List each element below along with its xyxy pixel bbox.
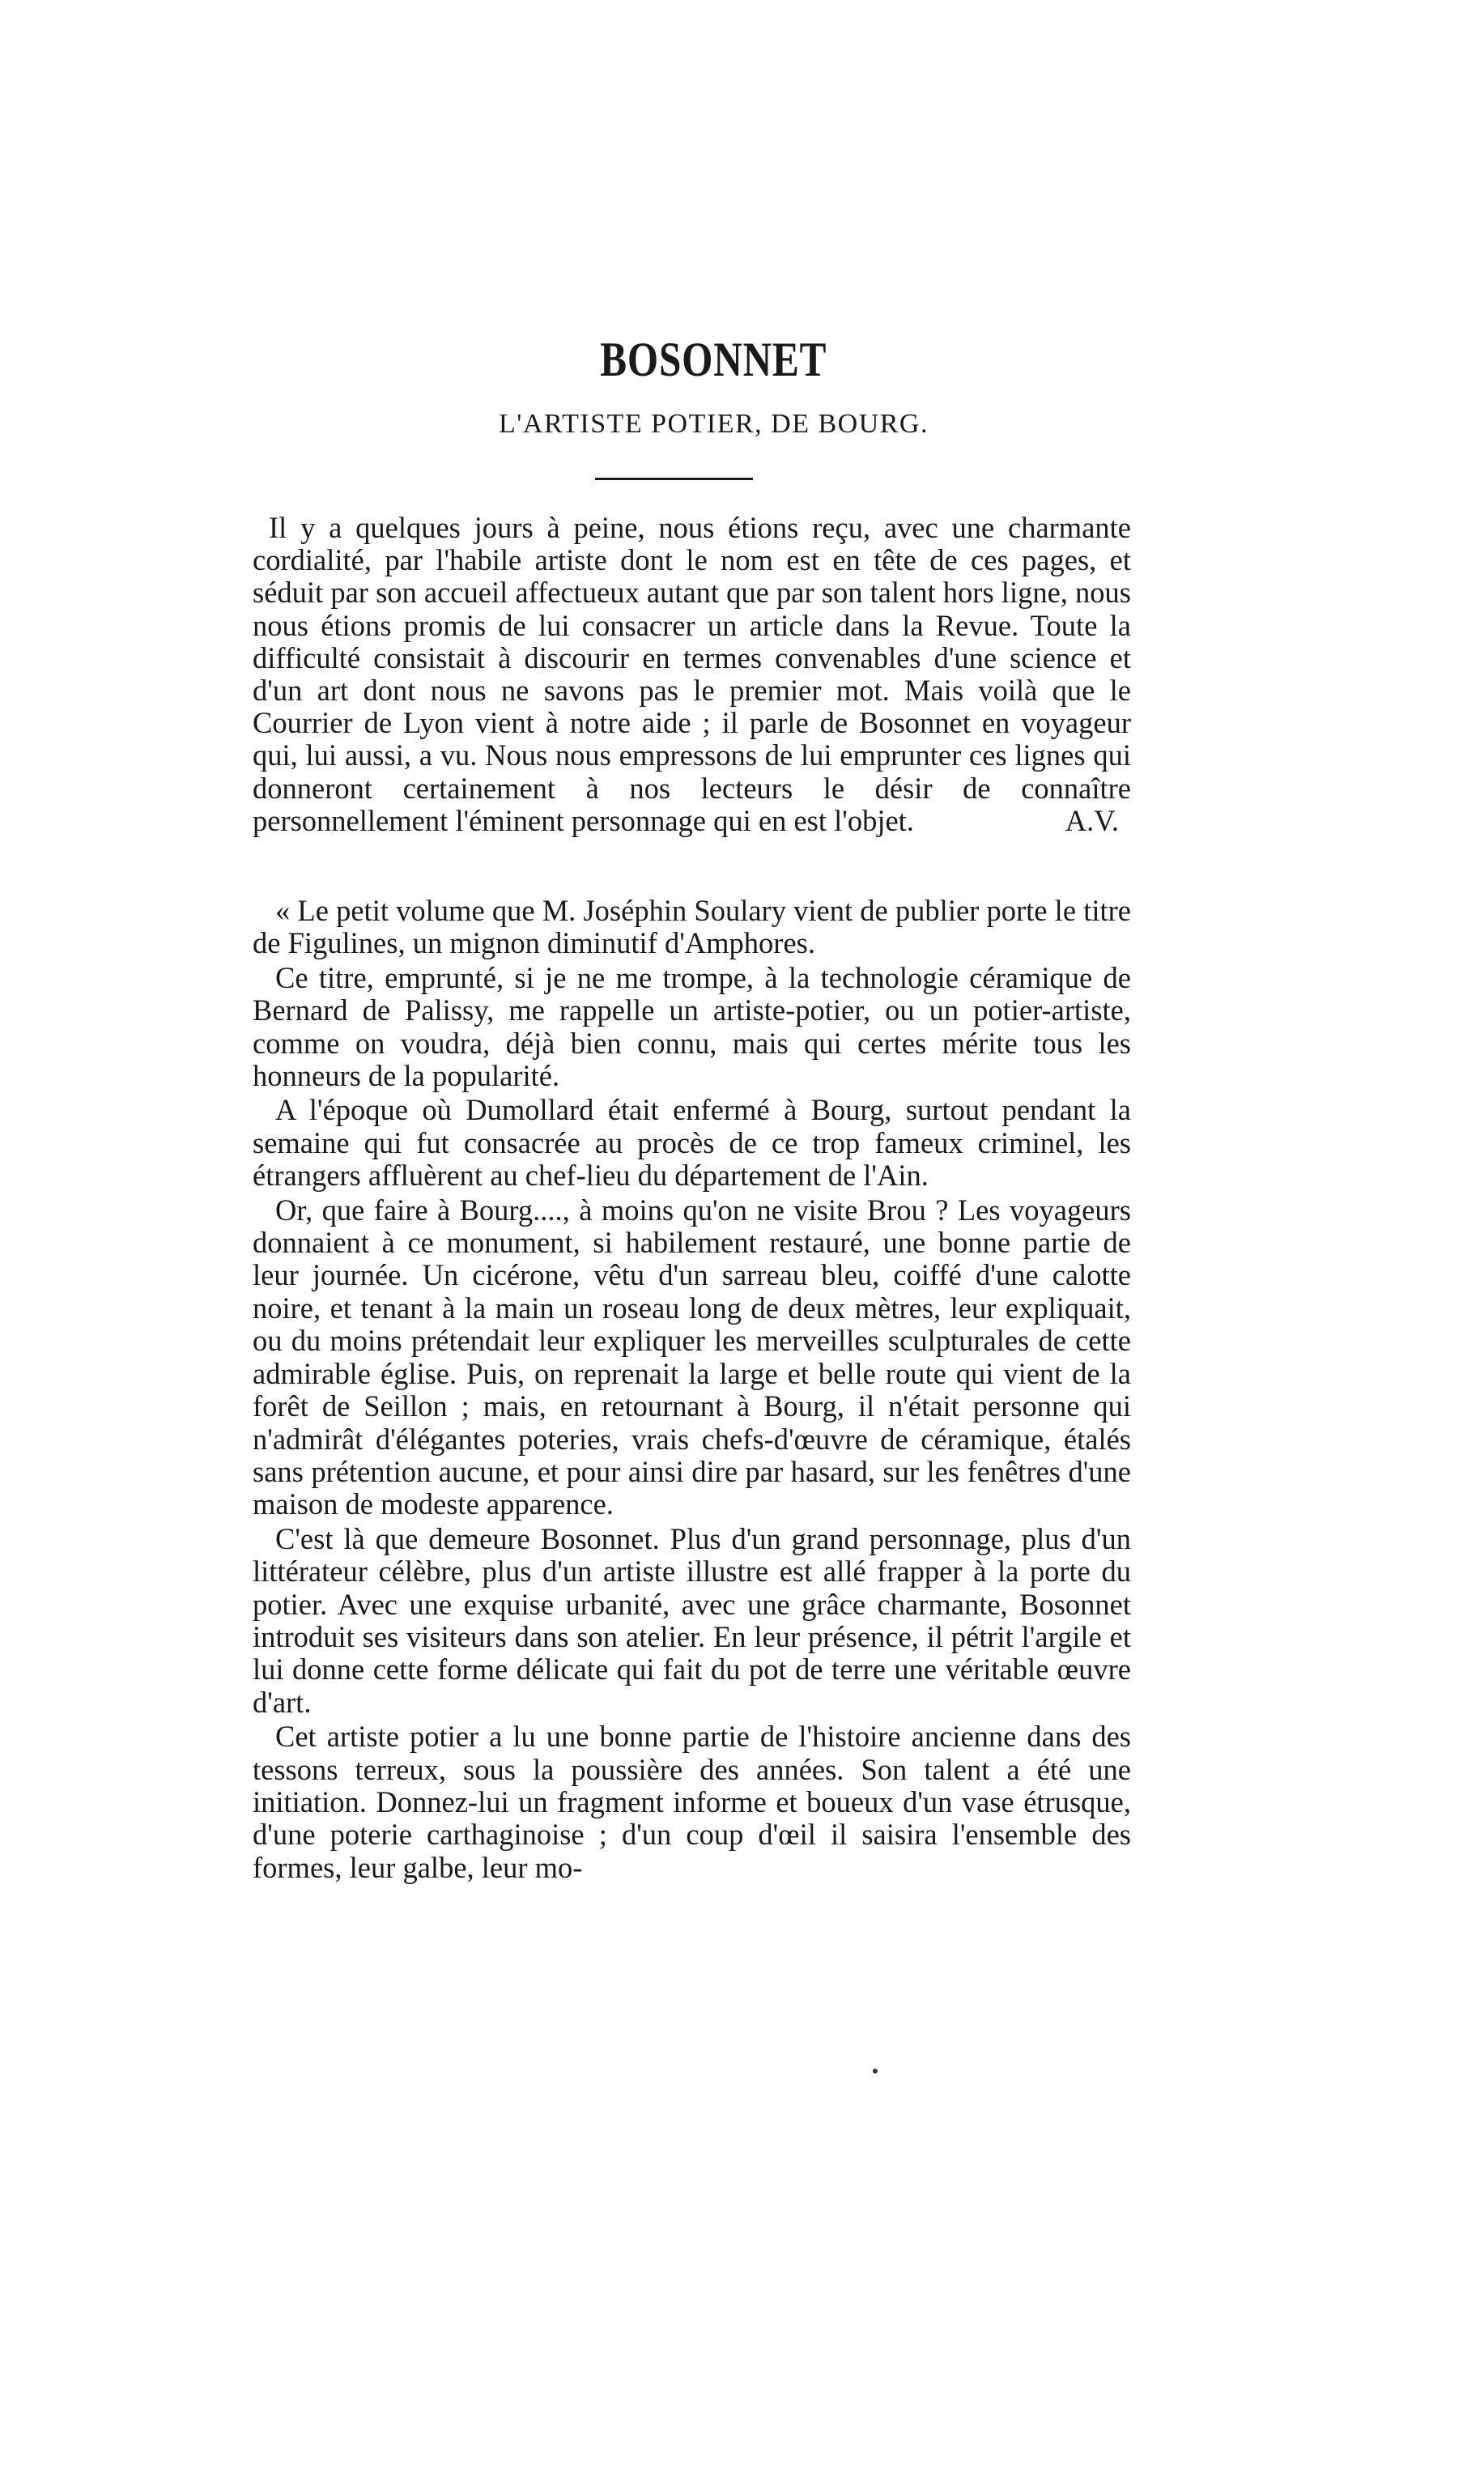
article-paragraph: C'est là que demeure Bosonnet. Plus d'un grand personnage, plus d'un littérateur célèbre, plus d'un artiste illustre est allé frapper à la porte du potier. Avec une exquise urbanité, avec une grâce charmante, Bosonnet introduit ses visiteurs dans son atelier. En leur présence, il pétrit l'argile et lui donne cette forme délicate qui fait du pot de terre une véritable œuvre d'art.	[253, 1521, 1131, 1719]
title-text: BOSONNET	[600, 333, 827, 386]
intro-text: Il y a quelques jours à peine, nous étions reçu, avec une charmante cordialité, par l'habile artiste dont le nom est en tête de ces pages, et séduit par son accueil affectueux autant que par son talent hors ligne, nous nous étions promis de lui consacrer un article dans la Revue. Toute la difficulté consistait à discourir en termes convenables d'une science et d'un art dont nous ne savons pas le premier mot. Mais voilà que le Courrier de Lyon vient à notre aide ; il parle de Bosonnet en voyageur qui, lui aussi, a vu. Nous nous empressons de lui emprunter ces lignes qui donneront certainement à nos lecteurs le désir de connaître personnellement l'éminent personnage qui en est l'objet.	[253, 511, 1131, 837]
intro-paragraph	[253, 512, 1131, 837]
article-paragraph: « Le petit volume que M. Joséphin Soulary vient de publier porte le titre de Figulines, un mignon diminutif d'Amphores.	[253, 894, 1131, 960]
subtitle-text: L'ARTISTE POTIER, DE BOURG.	[499, 409, 929, 439]
page-title	[128, 332, 1345, 388]
article-paragraph: Cet artiste potier a lu une bonne partie de l'histoire ancienne dans des tessons terreux, sous la poussière des années. Son talent a été une initiation. Donnez-lui un fragment informe et boueux d'un vase étrusque, d'une poterie carthaginoise ; d'un coup d'œil il saisira l'ensemble des formes, leur galbe, leur mo-	[253, 1720, 1131, 1884]
intro-signature: A.V.	[1065, 803, 1119, 837]
title-divider	[595, 478, 753, 480]
article-paragraph: Or, que faire à Bourg...., à moins qu'on ne visite Brou ? Les voyageurs donnaient à ce monument, si habilement restauré, une bonne partie de leur journée. Un cicérone, vêtu d'un sarreau bleu, coiffé d'une calotte noire, et tenant à la main un roseau long de deux mètres, leur expliquait, ou du moins prétendait leur expliquer les merveilles sculpturales de cette admirable église. Puis, on reprenait la large et belle route qui vient de la forêt de Seillon ; mais, en retournant à Bourg, il n'était personne qui n'admirât d'élégantes poteries, vrais chefs-d'œuvre de céramique, étalés sans prétention aucune, et pour ainsi dire par hasard, sur les fenêtres d'une maison de modeste apparence.	[253, 1193, 1131, 1521]
article-body	[253, 895, 1131, 1886]
page-subtitle	[0, 409, 1484, 440]
article-paragraph: A l'époque où Dumollard était enfermé à Bourg, surtout pendant la semaine qui fut consacrée au procès de ce trop fameux criminel, les étrangers affluèrent au chef-lieu du département de l'Ain.	[253, 1093, 1131, 1193]
page-speck	[873, 2069, 878, 2074]
article-paragraph: Ce titre, emprunté, si je ne me trompe, à la technologie céramique de Bernard de Palissy, me rappelle un artiste-potier, ou un potier-artiste, comme on voudra, déjà bien connu, mais qui certes mérite tous les honneurs de la popularité.	[253, 960, 1131, 1093]
